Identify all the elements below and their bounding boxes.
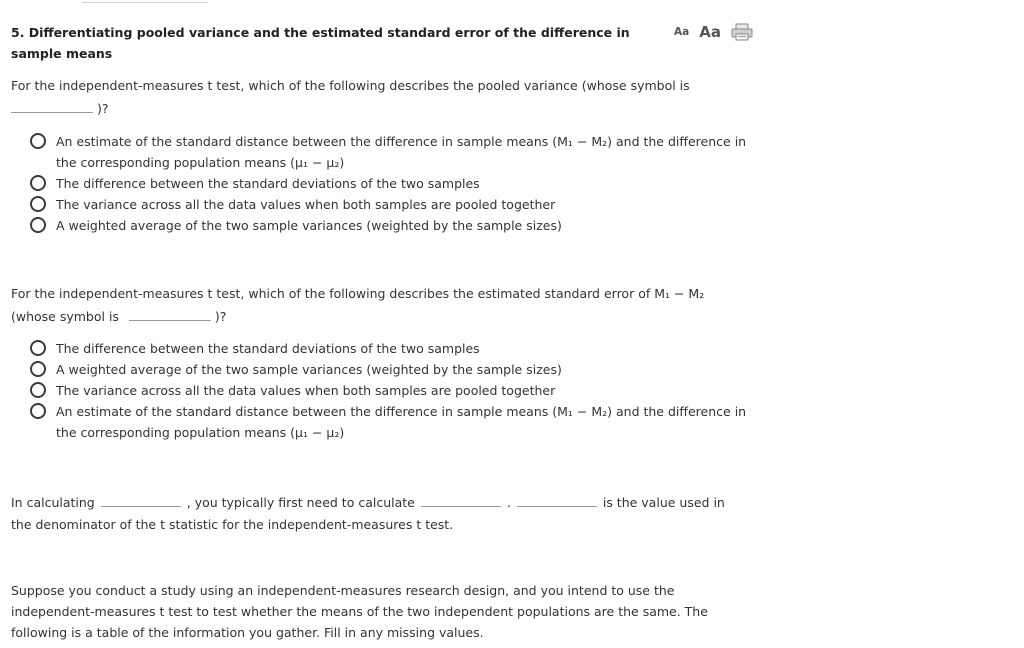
q2-option[interactable] xyxy=(30,380,770,401)
q3-text-1: In calculating xyxy=(11,495,95,510)
q1-prompt xyxy=(11,74,751,120)
q1-prompt-end: )? xyxy=(96,101,109,116)
q3-blank-1[interactable] xyxy=(101,492,181,507)
q1-option-label: A weighted average of the two sample variances (weighted by the sample sizes) xyxy=(56,218,562,233)
q2-option-label: A weighted average of the two sample variances (weighted by the sample sizes) xyxy=(56,362,562,377)
q3-line1 xyxy=(11,492,771,514)
q2-options xyxy=(30,338,770,443)
q2-option[interactable] xyxy=(30,401,770,443)
question-title: 5. Differentiating pooled variance and the estimated standard error of the difference in sample means xyxy=(11,25,630,61)
q3-text-2: , you typically first need to calculate xyxy=(186,495,415,510)
q2-prompt-before: (whose symbol is xyxy=(11,309,119,324)
radio-button[interactable] xyxy=(30,196,46,212)
q3-fill-in xyxy=(11,492,771,536)
radio-button[interactable] xyxy=(30,361,46,377)
q3-blank-3[interactable] xyxy=(517,492,597,507)
q1-option[interactable] xyxy=(30,194,770,215)
q1-option[interactable] xyxy=(30,215,770,236)
toolbar xyxy=(674,22,753,42)
radio-button[interactable] xyxy=(30,175,46,191)
q2-prompt xyxy=(11,282,751,328)
q3-text-3: . xyxy=(506,495,511,510)
top-tab-strip xyxy=(82,0,208,3)
q2-option-label: An estimate of the standard distance between the difference in sample means (M₁ − M₂) and the difference in the corresponding population means (μ₁ − μ₂) xyxy=(56,404,747,440)
q3-text-5: the denominator of the t statistic for the independent-measures t test. xyxy=(11,517,454,532)
q2-prompt-line2 xyxy=(11,305,751,328)
q2-prompt-end: )? xyxy=(214,309,227,324)
q2-option-label: The difference between the standard deviations of the two samples xyxy=(56,341,480,356)
q2-standard-error-symbol-blank[interactable] xyxy=(129,306,211,321)
radio-button[interactable] xyxy=(30,217,46,233)
decrease-text-size-button[interactable]: Aa xyxy=(674,26,690,38)
increase-text-size-button[interactable]: Aa xyxy=(699,23,721,41)
q1-option[interactable] xyxy=(30,173,770,194)
q4-intro: Suppose you conduct a study using an independent-measures research design, and you intend to use the independent-measures t test to test whether the means of the two independent populations are the same. The following is a table of the information you gather. Fill in any missing values. xyxy=(11,583,708,640)
radio-button[interactable] xyxy=(30,133,46,149)
q2-option[interactable] xyxy=(30,338,770,359)
q2-prompt-text: For the independent-measures t test, which of the following describes the estimated standard error of M₁ − M₂ xyxy=(11,286,705,301)
q1-pooled-variance-symbol-blank[interactable] xyxy=(11,98,93,113)
radio-button[interactable] xyxy=(30,403,46,419)
q1-prompt-text: For the independent-measures t test, which of the following describes the pooled variance (whose symbol is xyxy=(11,78,690,93)
radio-button[interactable] xyxy=(30,382,46,398)
q1-option-label: The difference between the standard deviations of the two samples xyxy=(56,176,480,191)
q1-option-label: The variance across all the data values when both samples are pooled together xyxy=(56,197,556,212)
q1-prompt-line2 xyxy=(11,97,751,120)
q3-blank-2[interactable] xyxy=(421,492,501,507)
print-icon[interactable] xyxy=(731,23,753,41)
q3-text-4: is the value used in xyxy=(602,495,725,510)
q2-option[interactable] xyxy=(30,359,770,380)
q1-options xyxy=(30,131,770,236)
radio-button[interactable] xyxy=(30,340,46,356)
q1-option[interactable] xyxy=(30,131,770,173)
q1-option-label: An estimate of the standard distance between the difference in sample means (M₁ − M₂) and the difference in the corresponding population means (μ₁ − μ₂) xyxy=(56,134,747,170)
q2-option-label: The variance across all the data values when both samples are pooled together xyxy=(56,383,556,398)
